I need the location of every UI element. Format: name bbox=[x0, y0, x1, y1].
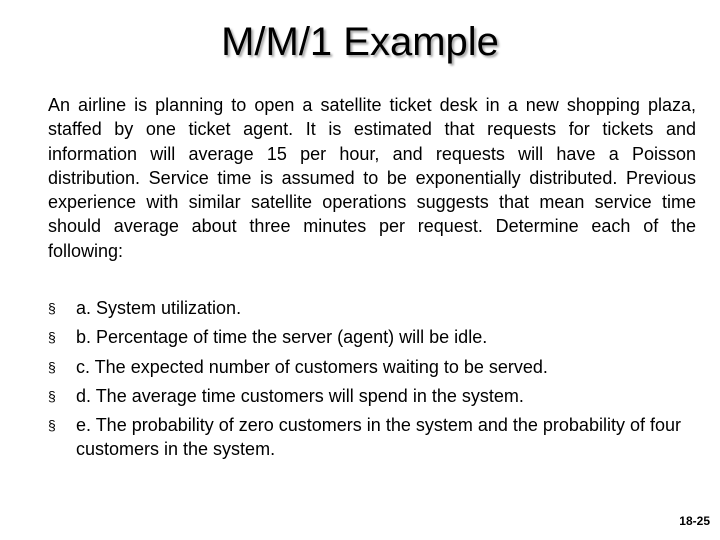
bullet-marker: § bbox=[48, 417, 56, 434]
question-list bbox=[48, 296, 696, 467]
slide-title: M/M/1 Example bbox=[221, 20, 499, 64]
list-item-text: b. Percentage of time the server (agent) will be idle. bbox=[76, 327, 488, 348]
slide-number: 18-25 bbox=[679, 514, 710, 528]
list-item-text: d. The average time customers will spend in the system. bbox=[76, 385, 524, 406]
bullet-marker: § bbox=[48, 358, 56, 375]
bullet-marker: § bbox=[48, 300, 56, 316]
list-item bbox=[48, 296, 696, 320]
bullet-marker: § bbox=[48, 329, 56, 346]
list-item bbox=[48, 413, 696, 462]
list-item bbox=[48, 355, 696, 379]
list-item bbox=[48, 384, 696, 408]
list-item-text: e. The probability of zero customers in the system and the probability of four customers in the system. bbox=[76, 415, 681, 460]
problem-statement: An airline is planning to open a satellite ticket desk in a new shopping plaza, staffed by one ticket agent. It is estimated that requests for tickets and information will average 15 per hour, and requests will have a Poisson distribution. Service time is assumed to be exponentially distributed. Previous experience with similar satellite operations suggests that mean service time should average about three minutes per request. Determine each of the following: bbox=[48, 95, 696, 261]
list-item-text: c. The expected number of customers waiting to be served. bbox=[76, 356, 548, 377]
bullet-marker: § bbox=[48, 387, 56, 404]
list-item-text: a. System utilization. bbox=[76, 298, 242, 318]
list-item bbox=[48, 325, 696, 349]
